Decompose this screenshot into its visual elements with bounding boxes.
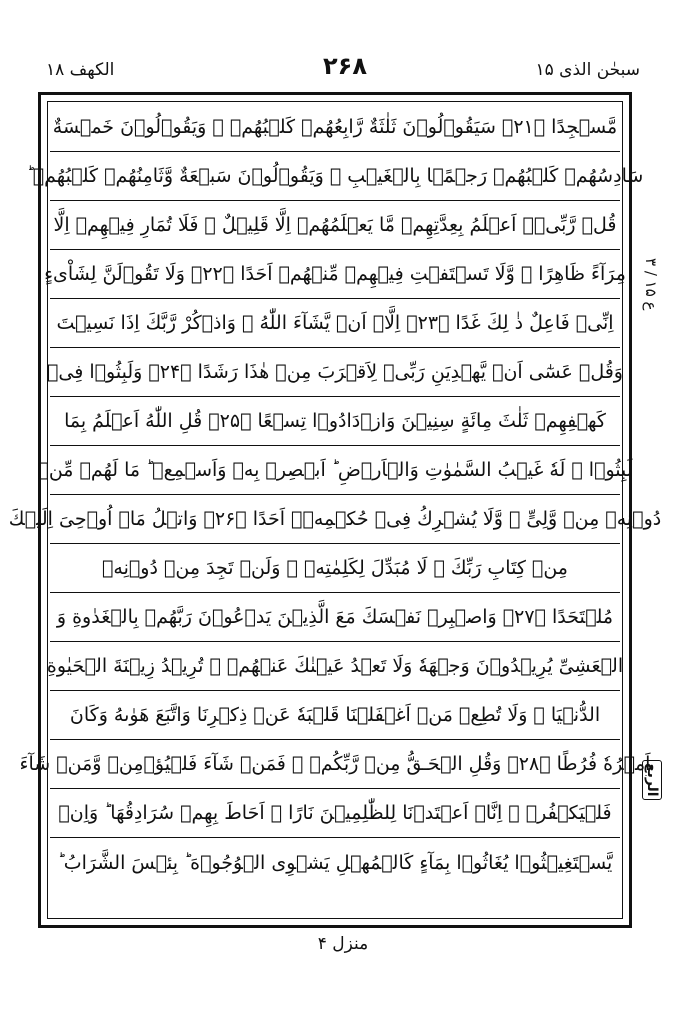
page-number: ۲۶۸ xyxy=(323,52,367,80)
manzil-label: منزل ۴ xyxy=(317,934,369,954)
verse-line: مِنۡ كِتَابِ رَبِّكَ ۚ لَا مُبَدِّلَ لِكَلِمٰتِهٖ ۚ وَلَنۡ تَجِدَ مِنۡ دُوۡنِهٖ xyxy=(50,544,620,593)
rub-marker: الربع xyxy=(642,760,662,800)
verse-line: قُلۡ رَّبِّىۡۤ اَعۡلَمُ بِعِدَّتِهِمۡ مَّا يَعۡلَمُهُمۡ اِلَّا قَلِيۡلٌ ۙ فَلَا تُمَارِ فِيۡهِمۡ اِلَّا xyxy=(50,201,620,250)
verse-line: فَلۡيَكۡفُرۡ ۚ اِنَّاۤ اَعۡتَدۡنَا لِلظّٰلِمِيۡنَ نَارًا ۙ اَحَاطَ بِهِمۡ سُرَادِقُهَا ؕ وَاِنۡ xyxy=(50,789,620,838)
verse-line: دُوۡنِهٖ مِنۡ وَّلِىٍّ ۖ وَّلَا يُشۡرِكُ فِىۡ حُكۡمِهٖۤ اَحَدًا ﴿۲۶﴾ وَاتۡلُ مَاۤ اُوۡحِىَ اِلَيۡكَ xyxy=(50,495,620,544)
verse-line: يَّسۡتَغِيۡثُوۡا يُغَاثُوۡا بِمَآءٍ كَالۡمُهۡلِ يَشۡوِى الۡوُجُوۡهَ ؕ بِئۡسَ الشَّرَابُ ؕ xyxy=(57,851,613,874)
verse-line: كَهۡفِهِمۡ ثَلٰثَ مِائَةٍ سِنِيۡنَ وَازۡدَادُوۡا تِسۡعًا ﴿۲۵﴾ قُلِ اللّٰهُ اَعۡلَمُ بِمَا xyxy=(50,397,620,446)
verse-line: اَمۡرُهٗ فُرُطًا ﴿۲۸﴾ وَقُلِ الۡحَـقُّ مِنۡ رَّبِّكُمۡ ۚ فَمَنۡ شَآءَ فَلۡيُؤۡمِنۡ وَّمَنۡ شَآءَ xyxy=(50,740,620,789)
verse-line: اِنِّىۡ فَاعِلٌ ذٰ لِكَ غَدًا ﴿۲۳﴾ اِلَّاۤ اَنۡ يَّشَآءَ اللّٰهُ ۖ وَاذۡكُرْ رَّبَّكَ اِذَا نَسِيۡتَ xyxy=(50,299,620,348)
verse-line: وَقُلۡ عَسٰٓى اَنۡ يَّهۡدِيَنِ رَبِّىۡ لِاَقۡرَبَ مِنۡ هٰذَا رَشَدًا ﴿۲۴﴾ وَلَبِثُوۡا فِىۡ xyxy=(50,348,620,397)
verse-line: الدُّنۡيَا ۚ وَلَا تُطِعۡ مَنۡ اَغۡفَلۡنَا قَلۡبَهٗ عَنۡ ذِكۡرِنَا وَاتَّبَعَ هَوٰٮهُ وَكَانَ xyxy=(50,691,620,740)
verse-line: الۡعَشِىِّ يُرِيۡدُوۡنَ وَجۡهَهٗ وَلَا تَعۡدُ عَيۡنٰكَ عَنۡهُمۡ ۚ تُرِيۡدُ زِيۡنَةَ الۡحَيٰوةِ xyxy=(50,642,620,691)
verse-line: سَادِسُهُمۡ كَلۡبُهُمۡ رَجۡمًۢا بِالۡغَيۡبِ ۚ وَيَقُوۡلُوۡنَ سَبۡعَةٌ وَّثَامِنُهُمۡ كَلۡبُهُمۡ ؕ xyxy=(50,152,620,201)
juz-name: سبحٰن الذی ۱۵ xyxy=(535,60,640,80)
verse-line: مَّسۡجِدًا ﴿۲۱﴾ سَيَقُوۡلُوۡنَ ثَلٰثَةٌ رَّابِعُهُمۡ كَلۡبُهُمۡ ۚ وَيَقُوۡلُوۡنَ خَمۡسَةٌ xyxy=(50,103,620,152)
verse-line: مِرَآءً ظَاهِرًا ۖ وَّلَا تَسۡتَفۡتِ فِيۡهِمۡ مِّنۡهُمۡ اَحَدًا ﴿۲۲﴾ وَلَا تَقُوۡلَنَّ لِشَاْىءٍ xyxy=(50,250,620,299)
verse-line: مُلۡتَحَدًا ﴿۲۷﴾ وَاصۡبِرۡ نَفۡسَكَ مَعَ الَّذِيۡنَ يَدۡعُوۡنَ رَبَّهُمۡ بِالۡغَدٰوةِ وَ xyxy=(50,593,620,642)
ruku-marker: ع ۱۵ / ۳ xyxy=(642,258,660,311)
surah-name: الکھف ۱۸ xyxy=(46,60,115,80)
verse-line: لَبِثُوۡا ۚ لَهٗ غَيۡبُ السَّمٰوٰتِ وَالۡاَرۡضِ ؕ اَبۡصِرۡ بِهٖ وَاَسۡمِعۡ ؕ مَا لَهُمۡ مِّنۡ xyxy=(50,446,620,495)
